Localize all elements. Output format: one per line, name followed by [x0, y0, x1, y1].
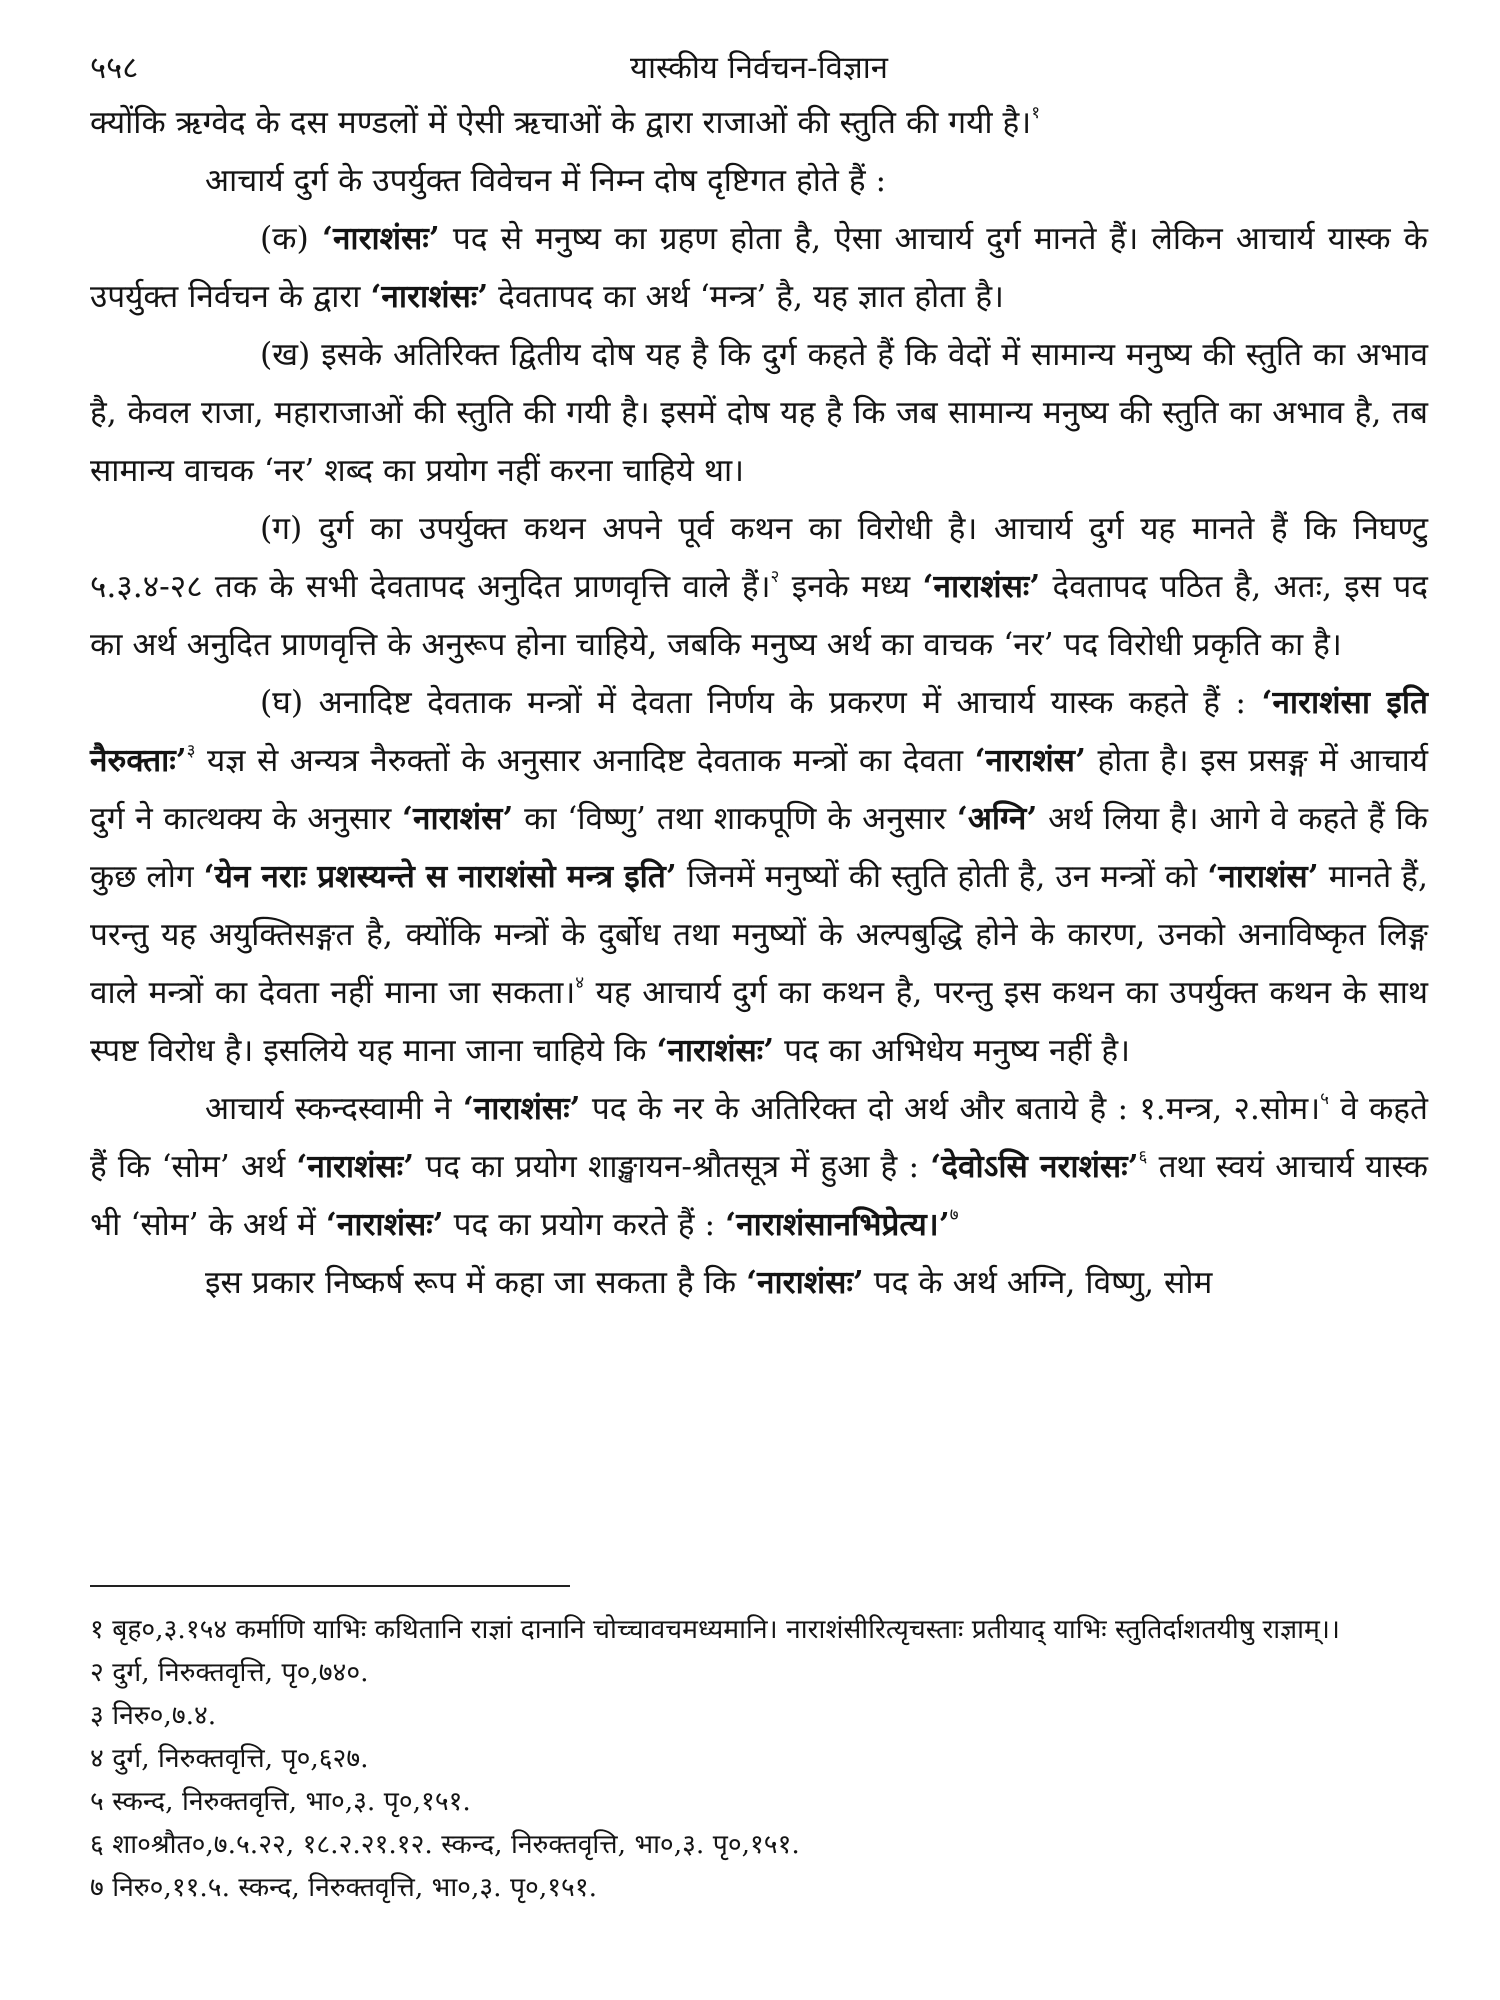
- paragraph-kha: (ख) इसके अतिरिक्त द्वितीय दोष यह है कि दुर्ग कहते हैं कि वेदों में सामान्य मनुष्य की स्तुति का अभाव है, केवल राजा, महाराजाओं की स्तुति की गयी है। इसमें दोष यह है कि जब सामान्य मनुष्य की स्तुति का अभाव है, तब सामान्य वाचक ‘नर’ शब्द का प्रयोग नहीं करना चाहिये था।: [90, 337, 1428, 489]
- bold-term: ‘नाराशंसः’: [321, 220, 440, 257]
- bold-term: ‘नाराशंसः’: [462, 1090, 581, 1127]
- bold-term: ‘देवोऽसि नराशंसः’: [930, 1148, 1139, 1185]
- bold-term: ‘नाराशंसा इति नैरुक्ताः’: [90, 684, 1428, 779]
- footnote: ७ निरु०,११.५. स्कन्द, निरुक्तवृत्ति, भा०,३. पृ०,१५१.: [90, 1872, 598, 1903]
- footnotes: [90, 1610, 1428, 1911]
- footnote-divider: [90, 1585, 570, 1587]
- page-header: [90, 38, 1428, 94]
- paragraph-ga: (ग) दुर्ग का उपर्युक्त कथन अपने पूर्व कथन का विरोधी है। आचार्य दुर्ग यह मानते हैं कि निघण्टु ५.३.४-२८ तक के सभी देवतापद अनुदित प्राणवृत्ति वाले हैं।$^२$ इनके मध्य ‘नाराशंसः’ देवतापद पठित है, अतः, इस पद का अर्थ अनुदित प्राणवृत्ति के अनुरूप होना चाहिये, जबकि मनुष्य अर्थ का वाचक ‘नर’ पद विरोधी प्रकृति का है।: [90, 511, 1429, 663]
- bold-term: ‘अग्नि’: [956, 800, 1038, 837]
- bold-term: ‘नाराशंसः’: [922, 568, 1041, 605]
- footnote-ref: १: [1031, 103, 1041, 123]
- footnote: ६ शा०श्रौत०,७.५.२२, १८.२.२१.१२. स्कन्द, निरुक्तवृत्ति, भा०,३. पृ०,१५१.: [90, 1829, 800, 1860]
- paragraph-2: आचार्य दुर्ग के उपर्युक्त विवेचन में निम्न दोष दृष्टिगत होते हैं :: [205, 163, 887, 199]
- paragraph-conclusion: इस प्रकार निष्कर्ष रूप में कहा जा सकता है कि ‘नाराशंसः’ पद के अर्थ अग्नि, विष्णु, सोम: [205, 1264, 1213, 1301]
- bold-term: ‘नाराशंसः’: [370, 278, 489, 315]
- bold-term: ‘नाराशंस’: [402, 800, 514, 837]
- bold-term: ‘नाराशंस’: [1207, 858, 1319, 895]
- bold-term: ‘नाराशंसः’: [656, 1032, 775, 1069]
- bold-term: ‘नाराशंसः’: [296, 1148, 415, 1185]
- footnote: १ बृह०,३.१५४ कर्माणि याभिः कथितानि राज्ञां दानानि चोच्चावचमध्यमानि। नाराशंसीरित्यृचस्ताः प्रतीयाद् याभिः स्तुतिर्दाशतयीषु राज्ञाम्।।: [90, 1614, 1340, 1645]
- footnote-ref: ७: [949, 1205, 959, 1225]
- footnote: ५ स्कन्द, निरुक्तवृत्ति, भा०,३. पृ०,१५१.: [90, 1786, 471, 1817]
- footnote-ref: ५: [1320, 1089, 1330, 1109]
- footnote: ३ निरु०,७.४.: [90, 1700, 217, 1731]
- footnote-ref: ४: [575, 973, 585, 993]
- bold-term: ‘नाराशंस’: [974, 742, 1086, 779]
- running-title: यास्कीय निर्वचन-विज्ञान: [630, 50, 888, 86]
- footnote: २ दुर्ग, निरुक्तवृत्ति, पृ०,७४०.: [90, 1657, 369, 1688]
- paragraph-gha: (घ) अनादिष्ट देवताक मन्त्रों में देवता निर्णय के प्रकरण में आचार्य यास्क कहते हैं : ‘नाराशंसा इति नैरुक्ताः’$^३$ यज्ञ से अन्यत्र नैरुक्तों के अनुसार अनादिष्ट देवताक मन्त्रों का देवता ‘नाराशंस’ होता है। इस प्रसङ्ग में आचार्य दुर्ग ने कात्थक्य के अनुसार ‘नाराशंस’ का ‘विष्णु’ तथा शाकपूणि के अनुसार ‘अग्नि’ अर्थ लिया है। आगे वे कहते हैं कि कुछ लोग ‘येन नराः प्रशस्यन्ते स नाराशंसो मन्त्र इति’ जिनमें मनुष्यों की स्तुति होती है, उन मन्त्रों को ‘नाराशंस’ मानते हैं, परन्तु यह अयुक्तिसङ्गत है, क्योंकि मन्त्रों के दुर्बोध तथा मनुष्यों के अल्पबुद्धि होने के कारण, उनको अनाविष्कृत लिङ्ग वाले मन्त्रों का देवता नहीं माना जा सकता।$^४$ यह आचार्य दुर्ग का कथन है, परन्तु इस कथन का उपर्युक्त कथन के साथ स्पष्ट विरोध है। इसलिये यह माना जाना चाहिये कि ‘नाराशंसः’ पद का अभिधेय मनुष्य नहीं है।: [90, 684, 1429, 1069]
- paragraph-skanda: आचार्य स्कन्दस्वामी ने ‘नाराशंसः’ पद के नर के अतिरिक्त दो अर्थ और बताये है : १.मन्त्र, २.सोम।$^५$ वे कहते हैं कि ‘सोम’ अर्थ ‘नाराशंसः’ पद का प्रयोग शाङ्खायन-श्रौतसूत्र में हुआ है : ‘देवोऽसि नराशंसः’$^६$ तथा स्वयं आचार्य यास्क भी ‘सोम’ के अर्थ में ‘नाराशंसः’ पद का प्रयोग करते हैं : ‘नाराशंसानभिप्रेत्य।’$^७$: [90, 1089, 1428, 1243]
- bold-term: ‘नाराशंसः’: [325, 1206, 444, 1243]
- footnote-ref: ३: [186, 741, 196, 761]
- footnote-ref: ६: [1138, 1147, 1148, 1167]
- footnote: ४ दुर्ग, निरुक्तवृत्ति, पृ०,६२७.: [90, 1743, 369, 1774]
- page-number: ५५८: [90, 50, 139, 86]
- footnote-ref: २: [770, 567, 780, 587]
- paragraph-ka: (क) ‘नाराशंसः’ पद से मनुष्य का ग्रहण होता है, ऐसा आचार्य दुर्ग मानते हैं। लेकिन आचार्य यास्क के उपर्युक्त निर्वचन के द्वारा ‘नाराशंसः’ देवतापद का अर्थ ‘मन्त्र’ है, यह ज्ञात होता है।: [90, 220, 1428, 315]
- bold-term: ‘नाराशंसानभिप्रेत्य।’: [725, 1206, 950, 1243]
- paragraph-1: क्योंकि ऋग्वेद के दस मण्डलों में ऐसी ऋचाओं के द्वारा राजाओं की स्तुति की गयी है।$^१$: [90, 103, 1041, 141]
- body-text: [90, 94, 1428, 1312]
- bold-term: ‘नाराशंसः’: [746, 1264, 864, 1301]
- bold-term: ‘येन नराः प्रशस्यन्ते स नाराशंसो मन्त्र इति’: [203, 858, 677, 895]
